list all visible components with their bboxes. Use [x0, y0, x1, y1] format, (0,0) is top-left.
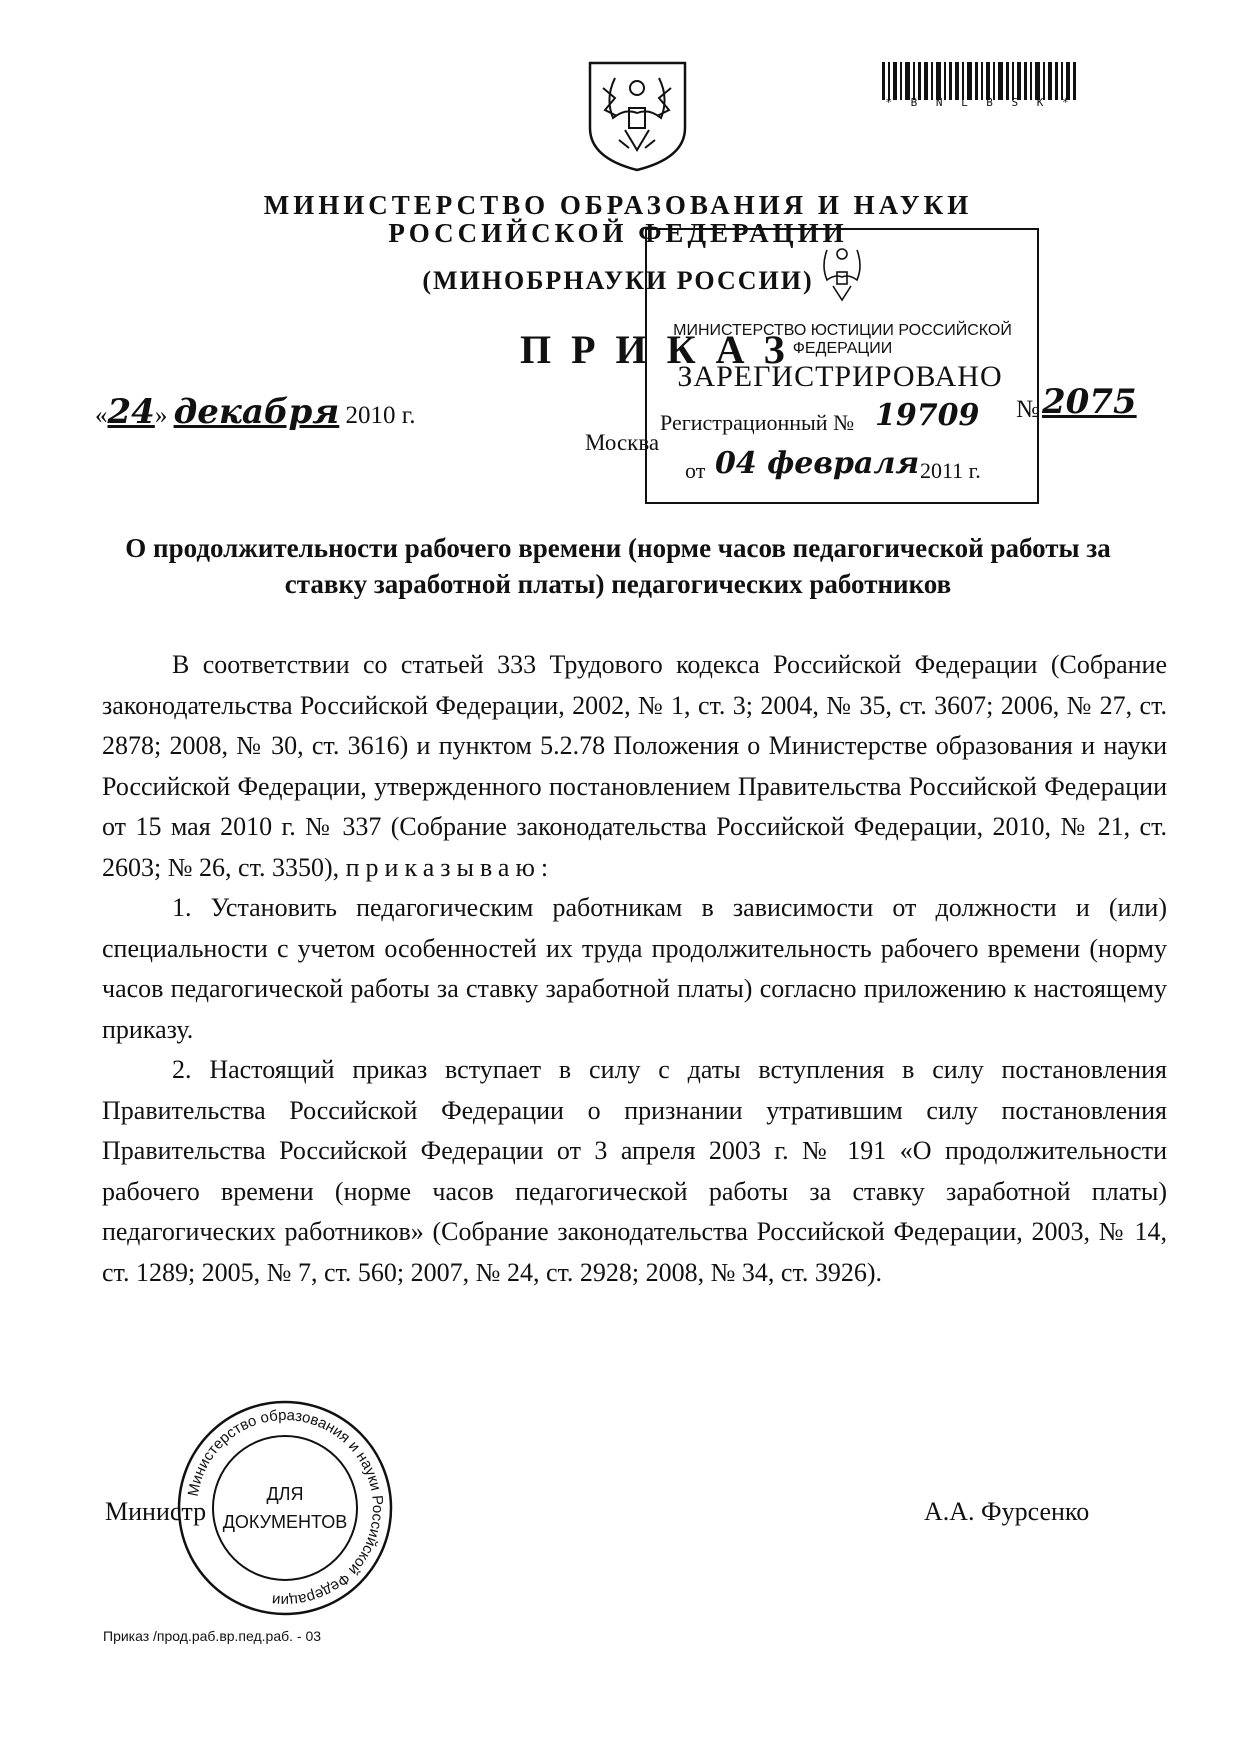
- seal-center-line1: ДЛЯ: [266, 1484, 304, 1504]
- date-day: 24: [107, 392, 155, 432]
- document-title: О продолжительности рабочего времени (норме часов педагогической работы за ставку заработной платы) педагогических работников: [125, 533, 1111, 599]
- document-type: ПРИКАЗ: [520, 327, 805, 372]
- document-body: [102, 645, 1167, 1293]
- order-city: Москва: [585, 430, 660, 455]
- seal-outer-text: Министерство образования и науки Российской Федерации: [184, 1406, 387, 1610]
- order-word: приказываю:: [345, 852, 555, 882]
- order-number-sign: №: [1016, 396, 1040, 423]
- signer-position: Министр: [105, 1497, 207, 1526]
- date-close-quote: »: [154, 402, 168, 429]
- order-number: 2075: [1042, 382, 1137, 422]
- date-month: декабря: [173, 392, 340, 432]
- item-1: 1. Установить педагогическим работникам в зависимости от должности и (или) специальности с учетом особенностей их труда продолжительность рабочего времени (норму часов педагогической работы за ставку заработной платы) согласно приложению к настоящему приказу.: [102, 893, 1167, 1044]
- preamble-paragraph: [102, 645, 1167, 888]
- stamp-authority: МИНИСТЕРСТВО ЮСТИЦИИ РОССИЙСКОЙ ФЕДЕРАЦИИ: [673, 322, 1012, 357]
- item-2: 2. Настоящий приказ вступает в силу с даты вступления в силу постановления Правительства Российской Федерации о признании утратившим силу постановления Правительства Российской Федерации от 3 апреля 2003 г. № 191 «О продолжительности рабочего времени (норме часов педагогической работы за ставку заработной платы) педагогических работников» (Собрание законодательства Российской Федерации, 2003, № 14, ст. 1289; 2005, № 7, ст. 560; 2007, № 24, ст. 2928; 2008, № 34, ст. 3926).: [102, 1055, 1167, 1287]
- round-seal-icon: [175, 1398, 395, 1618]
- stamp-reg-number: 19709: [875, 398, 980, 433]
- coat-of-arms-icon: [585, 58, 690, 173]
- barcode-text: * B N L B S K *: [885, 96, 1075, 109]
- order-date: [95, 392, 415, 432]
- stamp-reg-year: 2011 г.: [920, 458, 981, 483]
- preamble-text: В соответствии со статьей 333 Трудового кодекса Российской Федерации (Собрание законодательства Российской Федерации, 2002, № 1, ст. 3; 2004, № 35, ст. 3607; 2006, № 27, ст. 2878; 2008, № 30, ст. 3616) и пунктом 5.2.78 Положения о Министерстве образования и науки Российской Федерации, утвержденного постановлением Правительства Российской Федерации от 15 мая 2010 г. № 337 (Собрание законодательства Российской Федерации, 2010, № 21, ст. 2603; № 26, ст. 3350),: [102, 650, 1167, 882]
- stamp-from-label: от: [685, 458, 706, 483]
- seal-center-line2: ДОКУМЕНТОВ: [222, 1512, 348, 1532]
- ministry-name-line2: РОССИЙСКОЙ ФЕДЕРАЦИИ: [388, 218, 848, 248]
- date-open-quote: «: [95, 402, 108, 429]
- stamp-reg-date: 04 февраля: [715, 446, 920, 481]
- stamp-emblem-icon: [815, 240, 870, 305]
- date-year: 2010 г.: [345, 402, 416, 429]
- file-reference: Приказ /прод.раб.вр.пед.раб. - 03: [103, 1628, 322, 1644]
- signer-name: А.А. Фурсенко: [924, 1497, 1090, 1526]
- ministry-short-name: (МИНОБРНАУКИ РОССИИ): [422, 266, 814, 295]
- ministry-name-line1: МИНИСТЕРСТВО ОБРАЗОВАНИЯ И НАУКИ: [263, 190, 973, 220]
- stamp-status: ЗАРЕГИСТРИРОВАНО: [677, 360, 1003, 393]
- stamp-reg-label: Регистрационный №: [660, 410, 855, 435]
